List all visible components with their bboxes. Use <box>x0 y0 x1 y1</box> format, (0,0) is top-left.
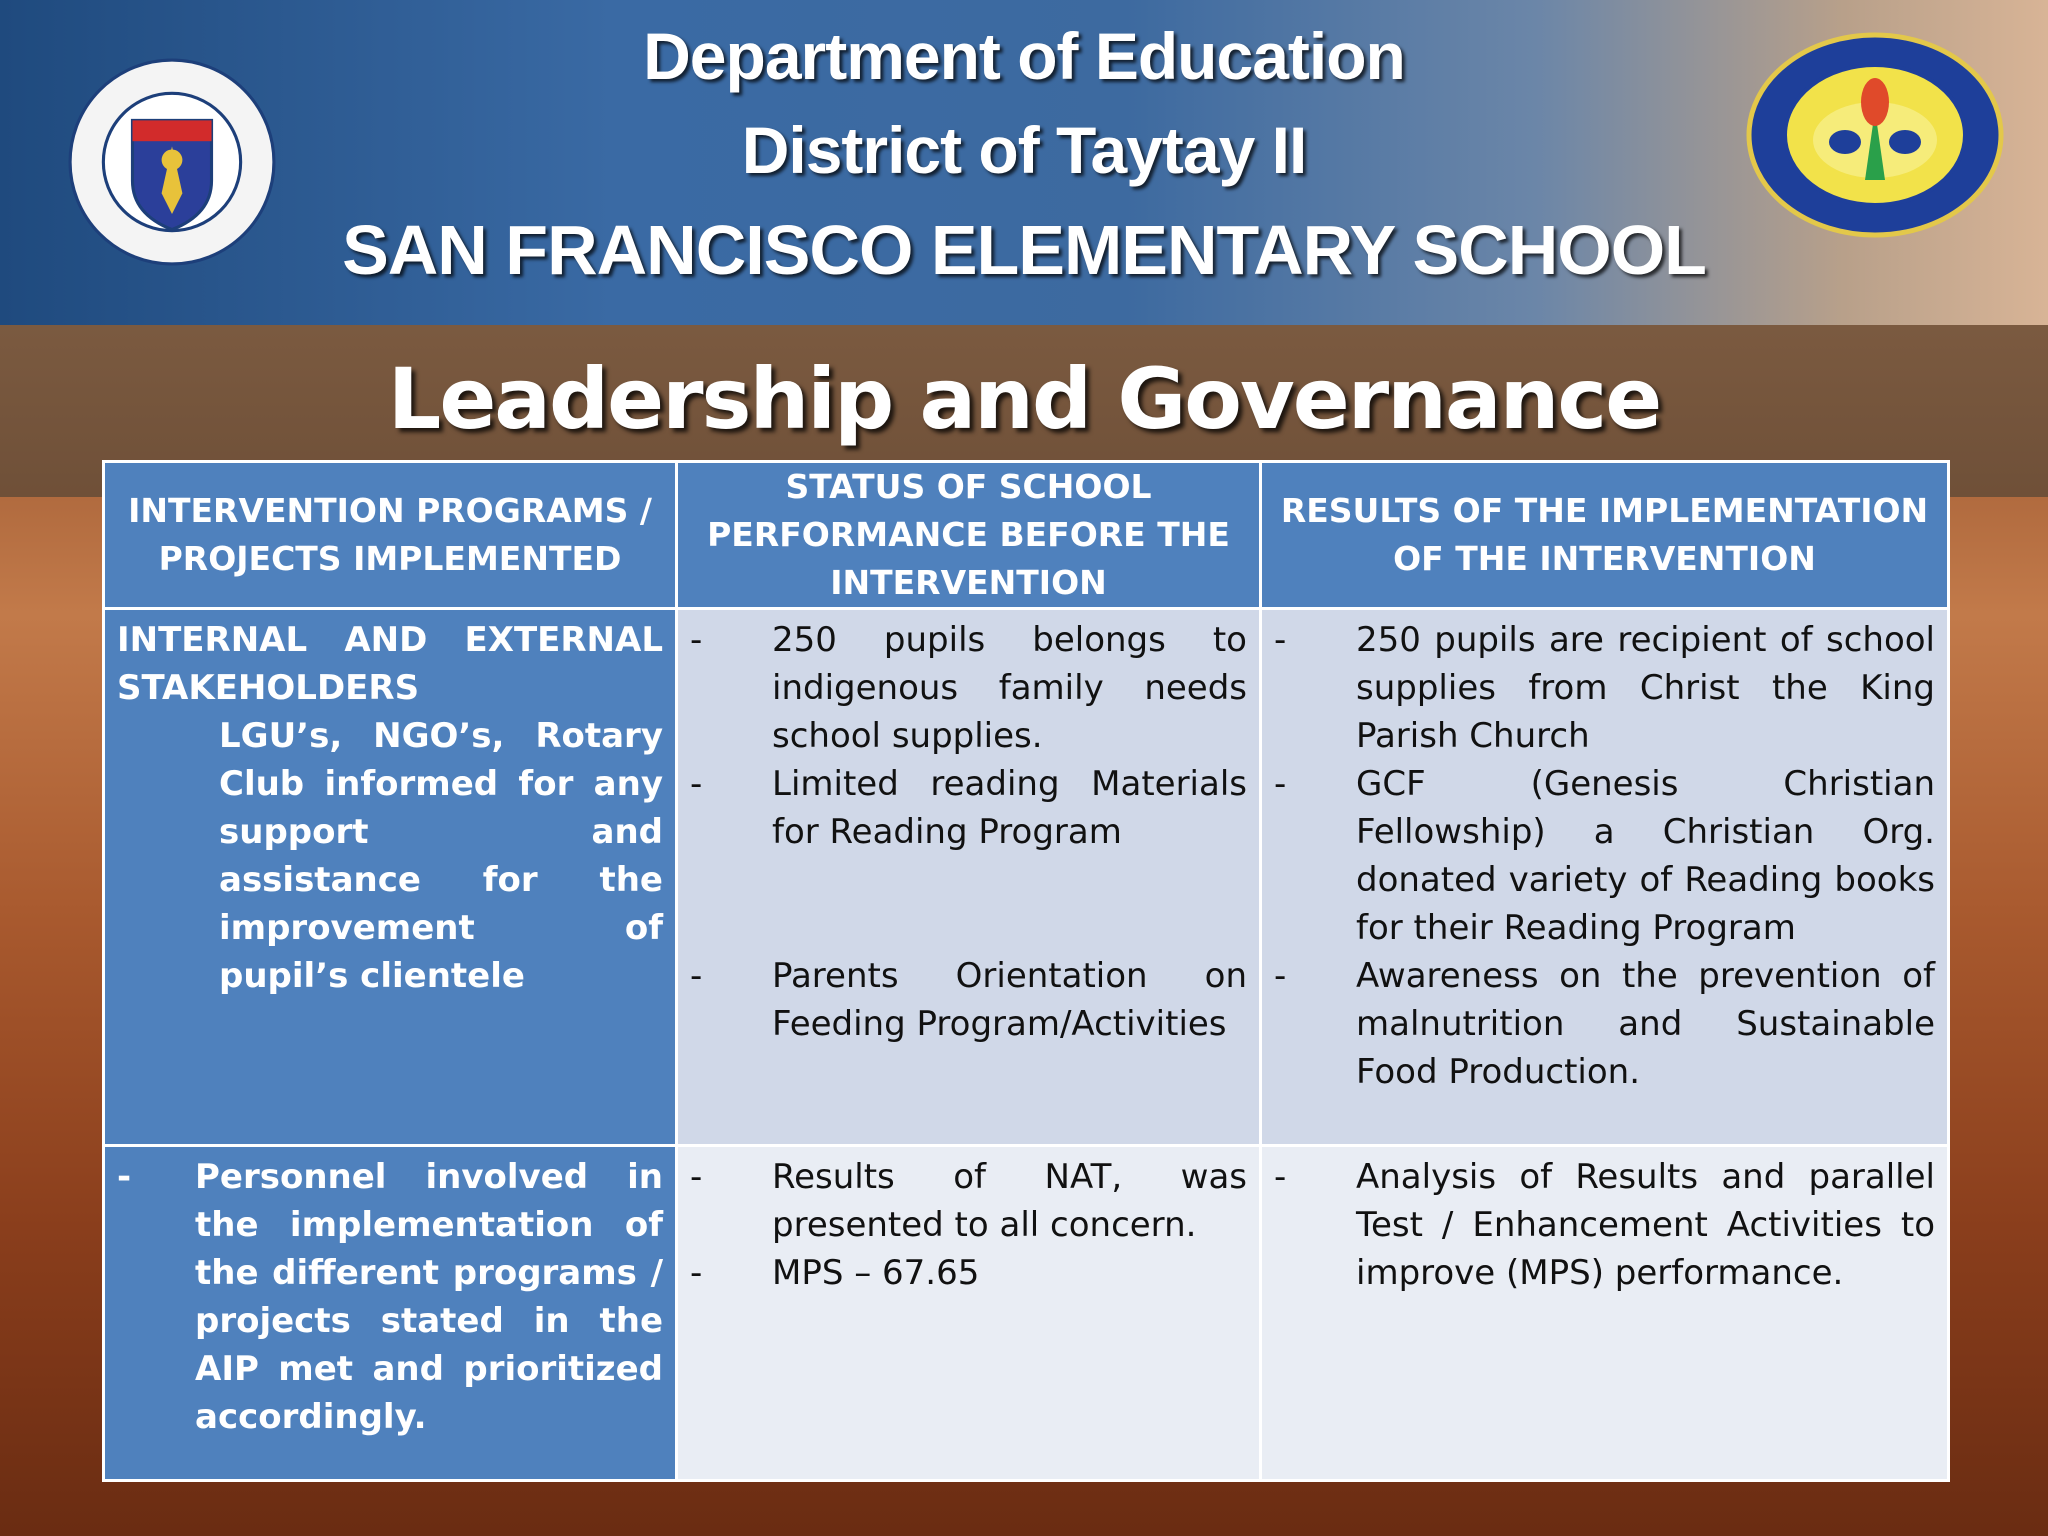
slide-title: Leadership and Governance <box>387 350 1661 448</box>
header-results: RESULTS OF THE IMPLEMENTATION OF THE INTERVENTION <box>1261 462 1949 609</box>
stakeholders-text: LGU’s, NGO’s, Rotary Club informed for any support and assistance for the improvement of pupil’s clientele <box>219 716 663 996</box>
header-status-before: STATUS OF SCHOOL PERFORMANCE BEFORE THE INTERVENTION <box>677 462 1261 609</box>
stakeholders-cell <box>104 609 677 1146</box>
table-header-row <box>104 462 1949 609</box>
list-item: - Personnel involved in the implementation of the different programs / projects stated in the AIP met and prioritized accordingly. <box>117 1153 663 1441</box>
list-item: - MPS – 67.65 <box>690 1249 1247 1297</box>
header-district: District of Taytay II <box>741 113 1307 187</box>
stakeholders-heading: INTERNAL AND EXTERNAL STAKEHOLDERS <box>117 620 663 708</box>
bullet-dash: - <box>690 1157 703 1197</box>
list-item: - Parents Orientation on Feeding Program/Activities <box>690 952 1247 1048</box>
results-cell <box>1261 609 1949 1146</box>
bullet-dash: - <box>1274 764 1287 804</box>
bullet-dash: - <box>690 764 703 804</box>
list-item: - Results of NAT, was presented to all concern. <box>690 1153 1247 1249</box>
personnel-cell <box>104 1146 677 1481</box>
bullet-dash: - <box>1274 620 1287 660</box>
table-row <box>104 1146 1949 1481</box>
bullet-dash: - <box>690 956 703 996</box>
status-cell <box>677 1146 1261 1481</box>
header-intervention: INTERVENTION PROGRAMS / PROJECTS IMPLEMENTED <box>104 462 677 609</box>
list-item: - Limited reading Materials for Reading Program <box>690 760 1247 856</box>
header-department: Department of Education <box>643 19 1405 93</box>
status-cell <box>677 609 1261 1146</box>
bullet-dash: - <box>117 1157 132 1197</box>
bullet-dash: - <box>1274 1157 1287 1197</box>
list-item: - 250 pupils belongs to indigenous family needs school supplies. <box>690 616 1247 760</box>
results-cell <box>1261 1146 1949 1481</box>
bullet-dash: - <box>1274 956 1287 996</box>
bullet-dash: - <box>690 1253 703 1293</box>
intervention-table <box>102 460 1950 1482</box>
bullet-dash: - <box>690 620 703 660</box>
header-school-name: SAN FRANCISCO ELEMENTARY SCHOOL <box>342 211 1706 289</box>
list-item: - GCF (Genesis Christian Fellowship) a Christian Org. donated variety of Reading books for their Reading Program <box>1274 760 1935 952</box>
list-item: - 250 pupils are recipient of school supplies from Christ the King Parish Church <box>1274 616 1935 760</box>
list-item: - Awareness on the prevention of malnutrition and Sustainable Food Production. <box>1274 952 1935 1096</box>
list-item: - Analysis of Results and parallel Test / Enhancement Activities to improve (MPS) performance. <box>1274 1153 1935 1297</box>
table-row <box>104 609 1949 1146</box>
